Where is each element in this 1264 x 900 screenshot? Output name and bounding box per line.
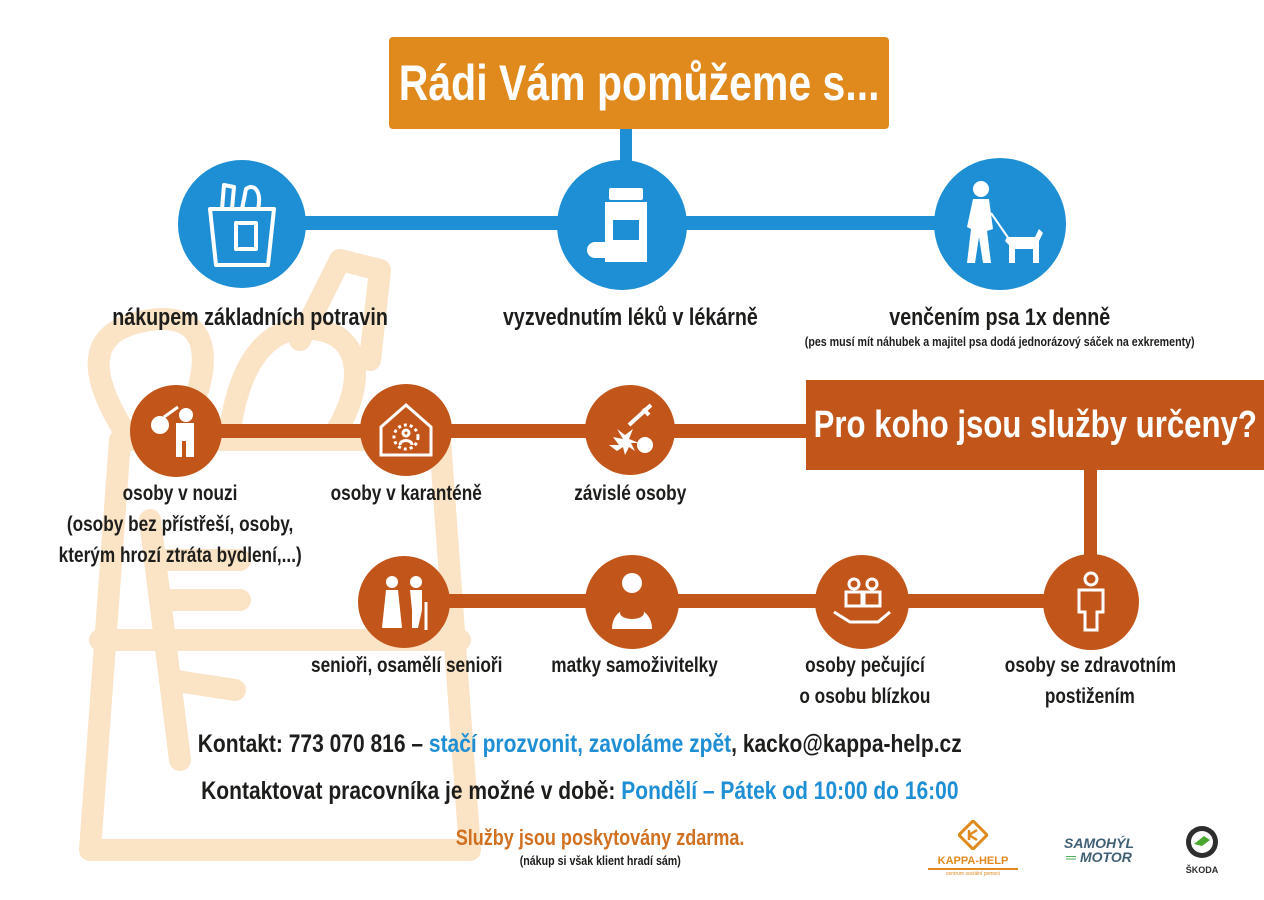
kappa-logo-icon — [958, 820, 988, 850]
page-title-banner — [389, 37, 889, 129]
service-label-medicine: vyzvednutím léků v lékárně — [502, 304, 758, 331]
kappa-help-logo: KAPPA-HELP centrum sociální pomoci — [928, 820, 1018, 876]
skoda-logo-icon — [1184, 824, 1220, 860]
group-label-caregivers: osoby pečující o osobu blízkou — [799, 654, 931, 708]
grocery-bag-icon — [202, 179, 282, 269]
skoda-logo: ŠKODA — [1180, 824, 1224, 875]
group-label-need: osoby v nouzi (osoby bez přístřeší, osoby, kterým hrozí ztráta bydlení,...) — [58, 482, 302, 567]
group-label-addicted: závislé osoby — [574, 482, 686, 505]
homeless-person-icon — [146, 401, 206, 461]
dog-walking-icon — [955, 179, 1045, 269]
seniors-icon — [372, 572, 436, 632]
service-circle-dog — [934, 158, 1066, 290]
connector-groups-top — [170, 424, 850, 438]
target-groups-banner — [806, 380, 1264, 470]
target-groups-title: Pro koho jsou služby určeny? — [813, 403, 1257, 446]
contact-email[interactable]: , kacko@kappa-help.cz — [731, 730, 962, 758]
contact-line — [0, 730, 1160, 759]
group-circle-mothers — [585, 555, 679, 649]
medicine-icon — [577, 180, 667, 270]
service-circle-medicine — [557, 160, 687, 290]
group-circle-need — [130, 385, 222, 477]
group-circle-caregivers — [815, 555, 909, 649]
addiction-icon — [599, 399, 661, 461]
group-circle-addicted — [585, 385, 675, 475]
free-service-note: (nákup si však klient hradí sám) — [519, 853, 681, 868]
service-label-groceries: nákupem základních potravin — [112, 304, 388, 331]
samohyl-motor-logo: SAMOHÝL ═ MOTOR — [1064, 835, 1134, 865]
hours-line — [0, 777, 1160, 806]
group-label-mothers: matky samoživitelky — [551, 654, 719, 677]
group-label-quarantine: osoby v karanténě — [330, 482, 482, 505]
group-circle-seniors — [358, 556, 450, 648]
page-title: Rádi Vám pomůžeme s... — [398, 55, 880, 111]
free-service-text: Služby jsou poskytovány zdarma. — [455, 825, 745, 850]
hours-time: Pondělí – Pátek od 10:00 do 16:00 — [621, 777, 959, 805]
group-circle-quarantine — [360, 384, 452, 476]
contact-callback: stačí prozvonit, zavoláme zpět — [429, 730, 732, 758]
caring-hands-icon — [830, 572, 894, 632]
service-label-dog: venčením psa 1x denně — [889, 304, 1111, 331]
group-label-seniors: senioři, osamělí senioři — [311, 654, 503, 677]
service-note-dog: (pes musí mít náhubek a majitel psa dodá jednorázový sáček na exkrementy) — [805, 334, 1195, 349]
disabled-person-icon — [1063, 570, 1119, 634]
contact-phone: Kontakt: 773 070 816 – — [198, 730, 430, 758]
connector-groups-bottom — [400, 594, 1090, 608]
quarantine-house-icon — [375, 399, 437, 461]
service-circle-groceries — [178, 160, 306, 288]
group-label-disabled: osoby se zdravotním postižením — [1004, 654, 1176, 708]
group-circle-disabled — [1043, 554, 1139, 650]
hours-prefix: Kontaktovat pracovníka je možné v době: — [201, 777, 622, 805]
single-mother-icon — [602, 571, 662, 633]
